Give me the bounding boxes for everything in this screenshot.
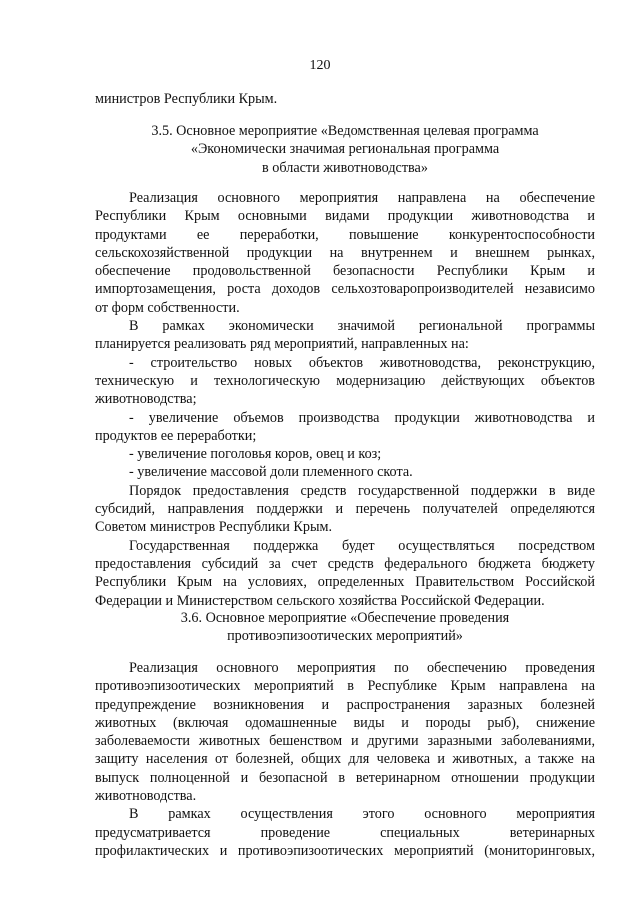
heading-line: «Экономически значимая региональная программа bbox=[190, 141, 500, 158]
text-line: Республики Крым основными видами продукции животноводства и bbox=[95, 208, 595, 225]
list-item bbox=[95, 354, 595, 409]
text-line: обеспечение продовольственной безопасности Республики Крым и bbox=[95, 263, 595, 280]
text-line: защиту населения от болезней, общих для человека и животных, а также на bbox=[95, 751, 595, 768]
text-line: животноводства; bbox=[95, 391, 197, 408]
page-number: 120 bbox=[309, 58, 331, 73]
text-line: Республики Крым на условиях, определенных Правительством Российской bbox=[95, 574, 595, 591]
list-item bbox=[95, 463, 595, 481]
intro-line bbox=[95, 90, 595, 108]
text-line: техническую и технологическую модернизацию действующих объектов bbox=[95, 372, 595, 389]
heading-line: 3.6. Основное мероприятие «Обеспечение проведения bbox=[180, 610, 510, 626]
text-line: заболеваемости животных бешенством и другими заразными заболеваниями, bbox=[95, 733, 595, 750]
text-line: Реализация основного мероприятия направлена на обеспечение bbox=[129, 190, 595, 206]
text-line: продуктами ее переработки, повышение конкурентоспособности bbox=[95, 226, 595, 243]
heading-line: противоэпизоотических мероприятий» bbox=[227, 628, 463, 645]
text-line: от форм собственности. bbox=[95, 299, 240, 316]
paragraph bbox=[95, 805, 595, 860]
text-line: В рамках осуществления этого основного мероприятия bbox=[129, 806, 595, 823]
text-line: - увеличение объемов производства продукции животноводства и bbox=[129, 409, 595, 426]
text-line: выпуск полноценной и безопасной в ветеринарном отношении продукции bbox=[95, 769, 595, 786]
paragraph bbox=[95, 659, 595, 805]
section-35-body bbox=[95, 189, 595, 610]
text-line: Реализация основного мероприятия по обеспечению проведения bbox=[129, 660, 595, 676]
text-line: животных (включая одомашненные виды и породы рыб), снижение bbox=[95, 714, 595, 731]
text-line: субсидий, направления поддержки и перечень получателей определяются bbox=[95, 501, 595, 518]
text-line: противоэпизоотических мероприятий в Республике Крым направлена на bbox=[95, 678, 595, 695]
text-line: животноводства. bbox=[95, 788, 197, 805]
text-line: планируется реализовать ряд мероприятий, направленных на: bbox=[95, 336, 469, 353]
heading-line: в области животноводства» bbox=[262, 159, 428, 176]
text-line: В рамках экономически значимой региональной программы bbox=[129, 318, 595, 335]
text-line: - увеличение поголовья коров, овец и коз; bbox=[129, 446, 382, 463]
section-36-heading bbox=[95, 609, 595, 646]
list-item bbox=[95, 445, 595, 463]
paragraph bbox=[95, 482, 595, 537]
text-line: предоставления субсидий за счет средств федерального бюджета бюджету bbox=[95, 555, 595, 572]
list-item bbox=[95, 409, 595, 446]
text-line: - строительство новых объектов животноводства, реконструкцию, bbox=[129, 354, 595, 371]
text-line: предусматривается проведение специальных ветеринарных bbox=[95, 824, 595, 841]
text-line: - увеличение массовой доли племенного скота. bbox=[129, 464, 413, 481]
text-line: продуктов ее переработки; bbox=[95, 427, 257, 444]
section-36-body bbox=[95, 659, 595, 860]
text-line: Советом министров Республики Крым. bbox=[95, 519, 333, 536]
paragraph bbox=[95, 189, 595, 317]
text-line: сельскохозяйственной продукции на внутреннем и внешнем рынках, bbox=[95, 244, 595, 261]
text-line: Государственная поддержка будет осуществляться посредством bbox=[129, 537, 595, 554]
paragraph bbox=[95, 537, 595, 610]
text-line: Порядок предоставления средств государственной поддержки в виде bbox=[129, 482, 595, 499]
text-line: предупреждение возникновения и распространения заразных болезней bbox=[95, 696, 595, 713]
text-line: профилактических и противоэпизоотических мероприятий (мониторинговых, bbox=[95, 842, 595, 859]
section-35-heading bbox=[95, 122, 595, 177]
text-line: Федерации и Министерством сельского хозяйства Российской Федерации. bbox=[95, 592, 545, 609]
text-line: министров Республики Крым. bbox=[95, 91, 278, 107]
text-line: импортозамещения, роста доходов сельхозтоваропроизводителей независимо bbox=[95, 281, 595, 298]
paragraph bbox=[95, 317, 595, 354]
heading-line: 3.5. Основное мероприятие «Ведомственная целевая программа bbox=[151, 123, 539, 139]
